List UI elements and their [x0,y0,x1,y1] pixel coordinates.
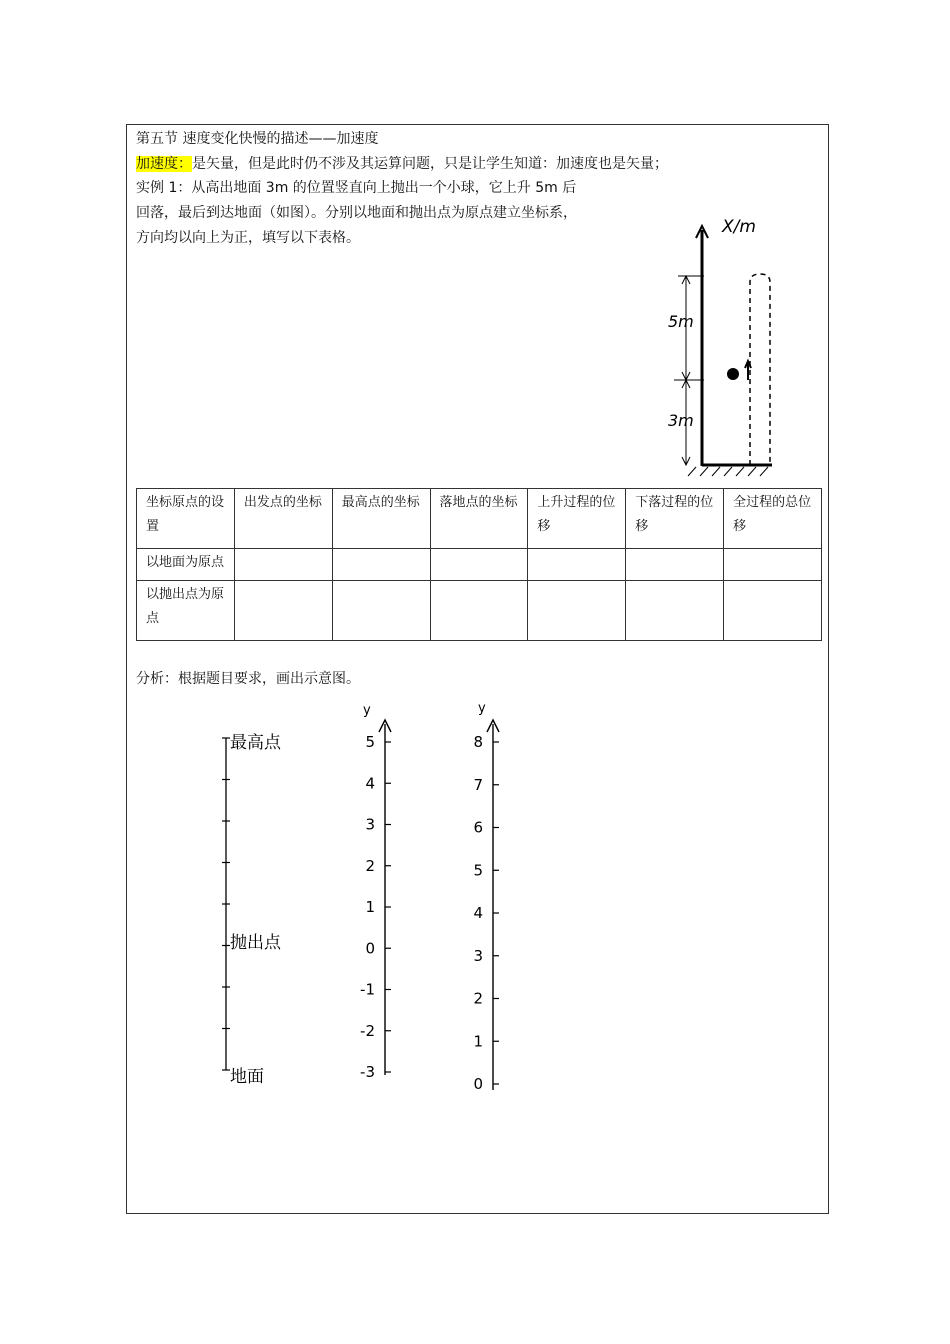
axis2-tick-label: 1 [473,1032,483,1051]
acceleration-text: 是矢量，但是此时仍不涉及其运算问题，只是让学生知道：加速度也是矢量； [192,156,668,172]
axis2-tick-label: 0 [473,1075,483,1093]
axis1-label: y [363,703,371,718]
table-cell [724,548,822,581]
table-cell [234,548,332,581]
table-cell [430,581,528,641]
dimension-3m: 3m [668,411,694,430]
axis2-tick-label: 4 [473,904,483,922]
acceleration-definition [136,154,668,174]
row-label: 以地面为原点 [137,548,235,581]
example-line-3: 方向均以向上为正，填写以下表格。 [136,230,360,246]
table-cell [724,581,822,641]
axis1-tick-label: 5 [365,733,375,751]
axis2-tick-label: 7 [473,775,483,794]
dimension-5m: 5m [668,312,694,331]
analysis-text: 分析：根据题目要求，画出示意图。 [136,671,360,687]
table-header: 最高点的坐标 [332,489,430,549]
table-cell [528,548,626,581]
axis1-tick-label: 1 [365,898,375,916]
table-row [137,581,822,641]
axis2-tick-label: 6 [473,818,483,837]
coordinate-table [136,488,822,641]
axis1-tick-label: 0 [365,939,375,958]
axis1-tick-label: -1 [360,980,375,999]
throw-figure [660,210,780,480]
table-header-row [137,489,822,549]
label-ground: 地面 [230,1067,264,1087]
table-header: 下落过程的位移 [626,489,724,549]
table-row [137,548,822,581]
table-cell [234,581,332,641]
label-highest-point: 最高点 [230,733,281,753]
axis1-tick-label: 4 [365,774,375,793]
ball [727,368,739,380]
axis1-tick-label: 2 [365,856,375,875]
label-launch-point: 抛出点 [230,933,281,953]
table-header: 全过程的总位移 [724,489,822,549]
axis2-tick-label: 5 [473,861,483,880]
table-cell [626,548,724,581]
ball-trajectory [750,274,770,465]
table-header: 出发点的坐标 [234,489,332,549]
section-title: 第五节 速度变化快慢的描述——加速度 [136,131,379,147]
row-label: 以抛出点为原点 [137,581,235,641]
example-line-1: 实例 1：从高出地面 3m 的位置竖直向上抛出一个小球，它上升 5m 后 [136,180,577,196]
acceleration-label: 加速度： [136,156,192,172]
axis2-tick-label: 8 [473,733,483,751]
axis1-tick-label: -3 [360,1063,375,1081]
table-header: 坐标原点的设置 [137,489,235,549]
ground-hatch [688,467,768,476]
dimension-lines [674,276,704,465]
axes-diagram [200,690,540,1110]
axis2-label: y [478,701,486,716]
table-cell [626,581,724,641]
table-cell [332,548,430,581]
axis2-tick-label: 2 [473,989,483,1008]
table-cell [430,548,528,581]
table-cell [528,581,626,641]
axis1-tick-label: -2 [360,1021,375,1040]
axis-label: X/m [722,217,756,237]
table-header: 落地点的坐标 [430,489,528,549]
axis1-tick-label: 3 [365,815,375,834]
axis2-tick-label: 3 [473,946,483,965]
example-line-2: 回落，最后到达地面（如图）。分别以地面和抛出点为原点建立坐标系， [136,205,577,221]
table-cell [332,581,430,641]
table-header: 上升过程的位移 [528,489,626,549]
